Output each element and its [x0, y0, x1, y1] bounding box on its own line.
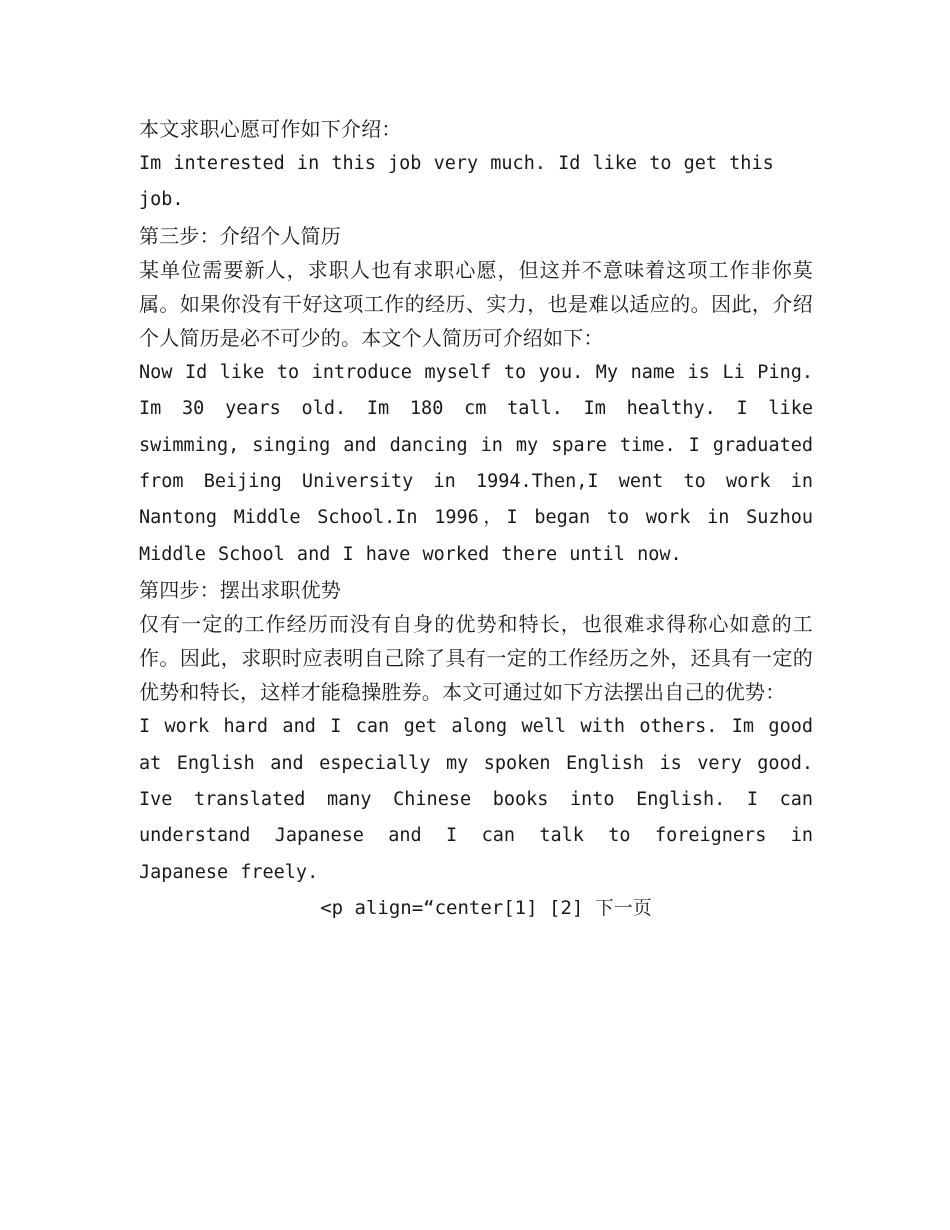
page-link-1[interactable]: [1] — [503, 897, 538, 920]
pagination-prefix: <p align=“center — [320, 897, 504, 920]
next-page-link[interactable]: 下一页 — [594, 897, 652, 920]
step-four-heading: 第四步：摆出求职优势 — [139, 578, 341, 603]
english-wish-text: Im interested in this job very much. Id like to get this job. — [139, 153, 774, 211]
english-advantages-paragraph: I work hard and I can get along well with others. Im good at English and especially my spoken English is very good. Ive translated many Chinese books into English. I can understand Japanese and I can talk to foreigners in Japanese freely. — [139, 716, 813, 883]
page-link-2[interactable]: [2] — [549, 897, 584, 920]
intro-text: 本文求职心愿可作如下介绍： — [139, 117, 402, 141]
english-resume-paragraph: Now Id like to introduce myself to you. My name is Li Ping. Im 30 years old. Im 180 cm tall. Im healthy. I like swimming, singing and dancing in my spare time. I graduated from Beijing University in 1994.Then,I went to work in Nantong Middle School.In 1996，I began to work in Suzhou Middle School and I have worked there until now. — [139, 361, 813, 565]
document-page — [139, 112, 813, 925]
pagination — [139, 891, 813, 925]
step-three-heading: 第三步：介绍个人简历 — [139, 223, 341, 248]
resume-intro-paragraph: 某单位需要新人，求职人也有求职心愿，但这并不意味着这项工作非你莫属。如果你没有干好这项工作的经历、实力，也是难以适应的。因此，介绍个人简历是必不可少的。本文个人简历可介绍如下： — [139, 257, 813, 350]
advantages-intro-paragraph: 仅有一定的工作经历而没有自身的优势和特长，也很难求得称心如意的工作。因此，求职时应表明自己除了具有一定的工作经历之外，还具有一定的优势和特长，这样才能稳操胜券。本文可通过如下方法摆出自己的优势： — [139, 612, 813, 705]
